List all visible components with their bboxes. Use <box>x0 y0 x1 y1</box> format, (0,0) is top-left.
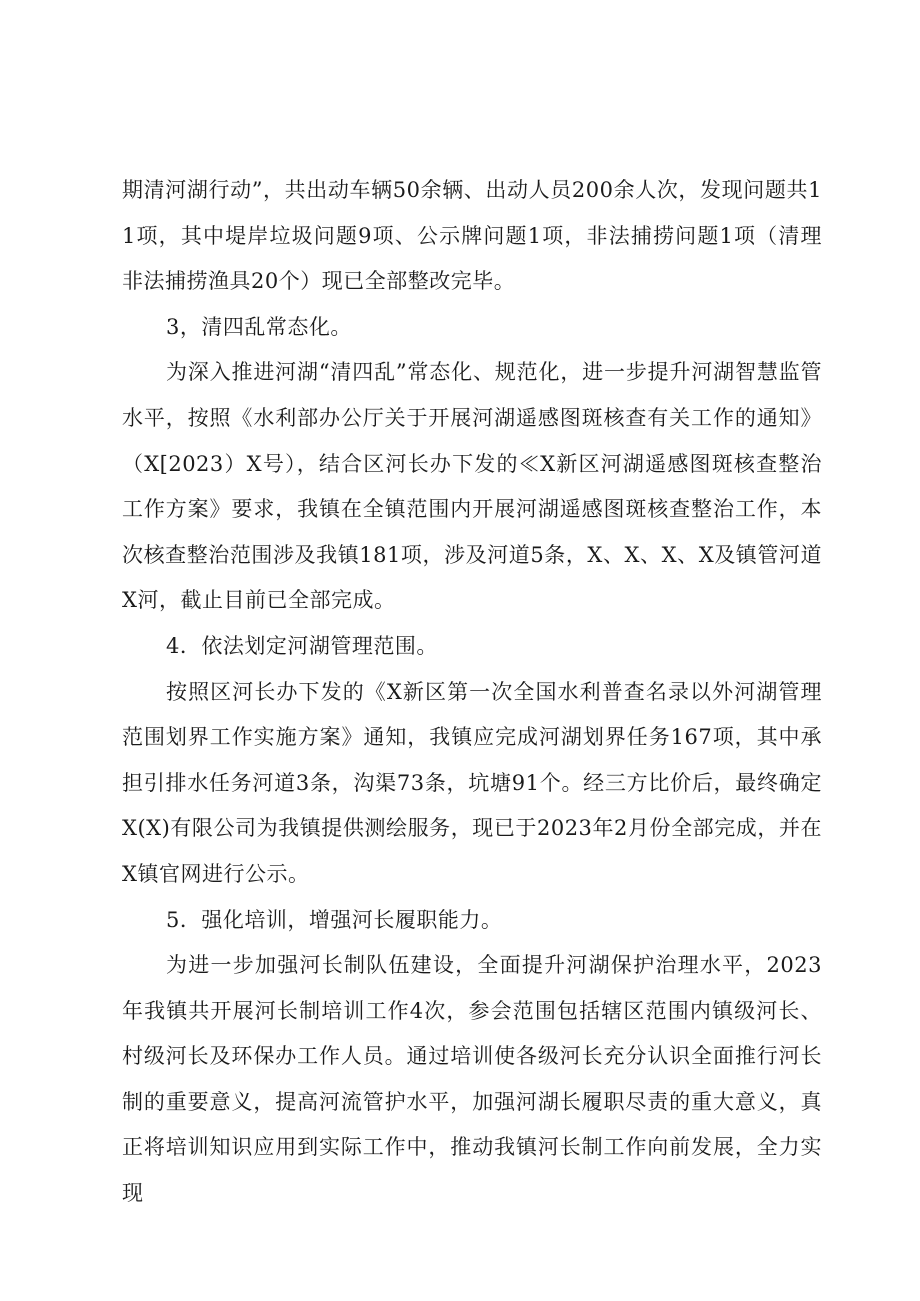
paragraph-river-cleanup-results: 期清河湖行动”，共出动车辆50余辆、出动人员200余人次，发现问题共11项，其中堤岸垃圾问题9项、公示牌问题1项，非法捕捞问题1项（清理非法捕捞渔具20个）现已全部整改完毕。 <box>122 178 822 294</box>
paragraph-river-chief-training: 为进一步加强河长制队伍建设，全面提升河湖保护治理水平，2023年我镇共开展河长制培训工作4次，参会范围包括辖区范围内镇级河长、村级河长及环保办工作人员。通过培训使各级河长充分认识全面推行河长制的重要意义，提高河流管护水平，加强河湖长履职尽责的重大意义，真正将培训知识应用到实际工作中，推动我镇河长制工作向前发展，全力实现 <box>122 953 822 1206</box>
document-body <box>122 168 822 1217</box>
paragraph-boundary-demarcation: 按照区河长办下发的《X新区第一次全国水利普查名录以外河湖管理范围划界工作实施方案》通知，我镇应完成河湖划界任务167项，其中承担引排水任务河道3条，沟渠73条，坑塘91个。经三方比价后，最终确定X(X)有限公司为我镇提供测绘服务，现已于2023年2月份全部完成，并在X镇官网进行公示。 <box>122 679 822 886</box>
paragraph-remote-sensing-inspection: 为深入推进河湖“清四乱”常态化、规范化，进一步提升河湖智慧监管水平，按照《水利部办公厅关于开展河湖遥感图斑核查有关工作的通知》（X[2023）X号），结合区河长办下发的≪X新区河湖遥感图斑核查整治工作方案》要求，我镇在全镇范围内开展河湖遥感图斑核查整治工作，本次核查整治范围涉及我镇181项，涉及河道5条，X、X、X、X及镇管河道X河，截止目前已全部完成。 <box>122 360 822 613</box>
section-heading-four-disorders: 3，清四乱常态化。 <box>166 314 352 339</box>
section-heading-training: 5．强化培训，增强河长履职能力。 <box>166 907 503 932</box>
section-heading-management-scope: 4．依法划定河湖管理范围。 <box>166 633 438 658</box>
